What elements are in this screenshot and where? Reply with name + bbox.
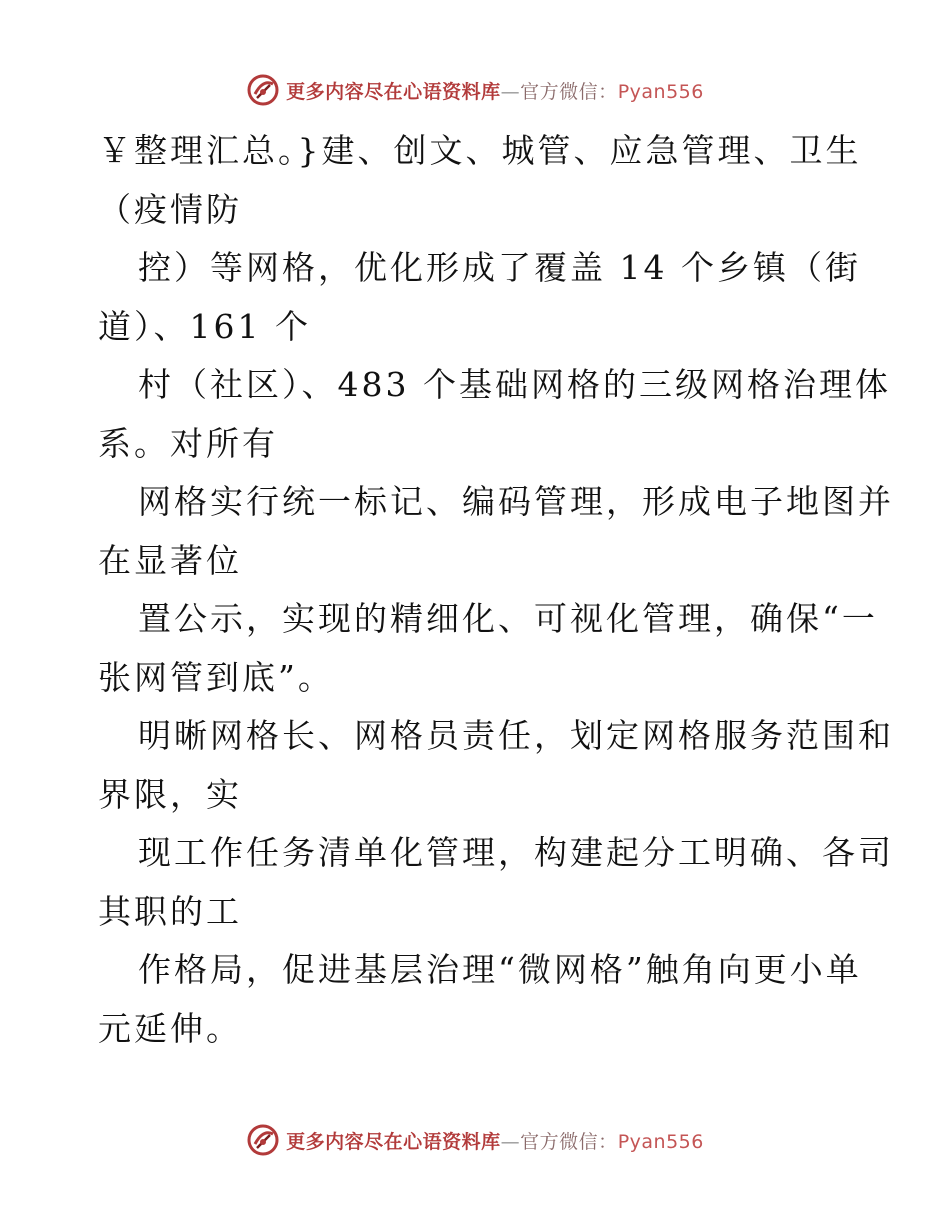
header-banner-separator: —: [500, 80, 521, 103]
header-banner-label: 官方微信：: [520, 80, 618, 103]
footer-banner-separator: —: [500, 1130, 521, 1153]
brand-logo-icon: [246, 1123, 280, 1157]
header-banner-handle: Pyan556: [617, 80, 704, 103]
footer-banner: [0, 1120, 950, 1160]
body-line: 网格实行统一标记、编码管理，形成电子地图并: [138, 482, 894, 521]
brand-logo-icon: [246, 73, 280, 107]
body-line: ￥整理汇总。}建、创文、城管、应急管理、卫生: [98, 131, 862, 170]
document-body: [98, 122, 894, 1058]
body-line: 明晰网格长、网格员责任，划定网格服务范围和: [138, 716, 894, 755]
footer-banner-title: 更多内容尽在心语资料库: [286, 1130, 501, 1153]
body-line: 张网管到底”。: [98, 657, 334, 697]
header-banner: [0, 70, 950, 110]
body-line: 系。对所有: [98, 423, 278, 463]
header-banner-title: 更多内容尽在心语资料库: [286, 80, 501, 103]
body-line: （疫情防: [98, 189, 242, 229]
footer-banner-text: [286, 1127, 704, 1154]
header-banner-text: [286, 77, 704, 104]
body-line: 其职的工: [98, 891, 242, 931]
body-line: 界限，实: [98, 774, 242, 814]
body-line: 元延伸。: [98, 1008, 242, 1048]
body-line: 道）、161 个: [98, 306, 311, 346]
body-line: 控）等网格，优化形成了覆盖 14 个乡镇（街: [138, 248, 861, 287]
body-line: 村（社区）、483 个基础网格的三级网格治理体: [138, 365, 891, 404]
body-line: 作格局，促进基层治理“微网格”触角向更小单: [138, 950, 862, 989]
footer-banner-label: 官方微信：: [520, 1130, 618, 1153]
body-line: 在显著位: [98, 540, 242, 580]
body-line: 现工作任务清单化管理，构建起分工明确、各司: [138, 833, 894, 872]
body-line: 置公示，实现的精细化、可视化管理，确保“一: [138, 599, 878, 638]
footer-banner-handle: Pyan556: [617, 1130, 704, 1153]
